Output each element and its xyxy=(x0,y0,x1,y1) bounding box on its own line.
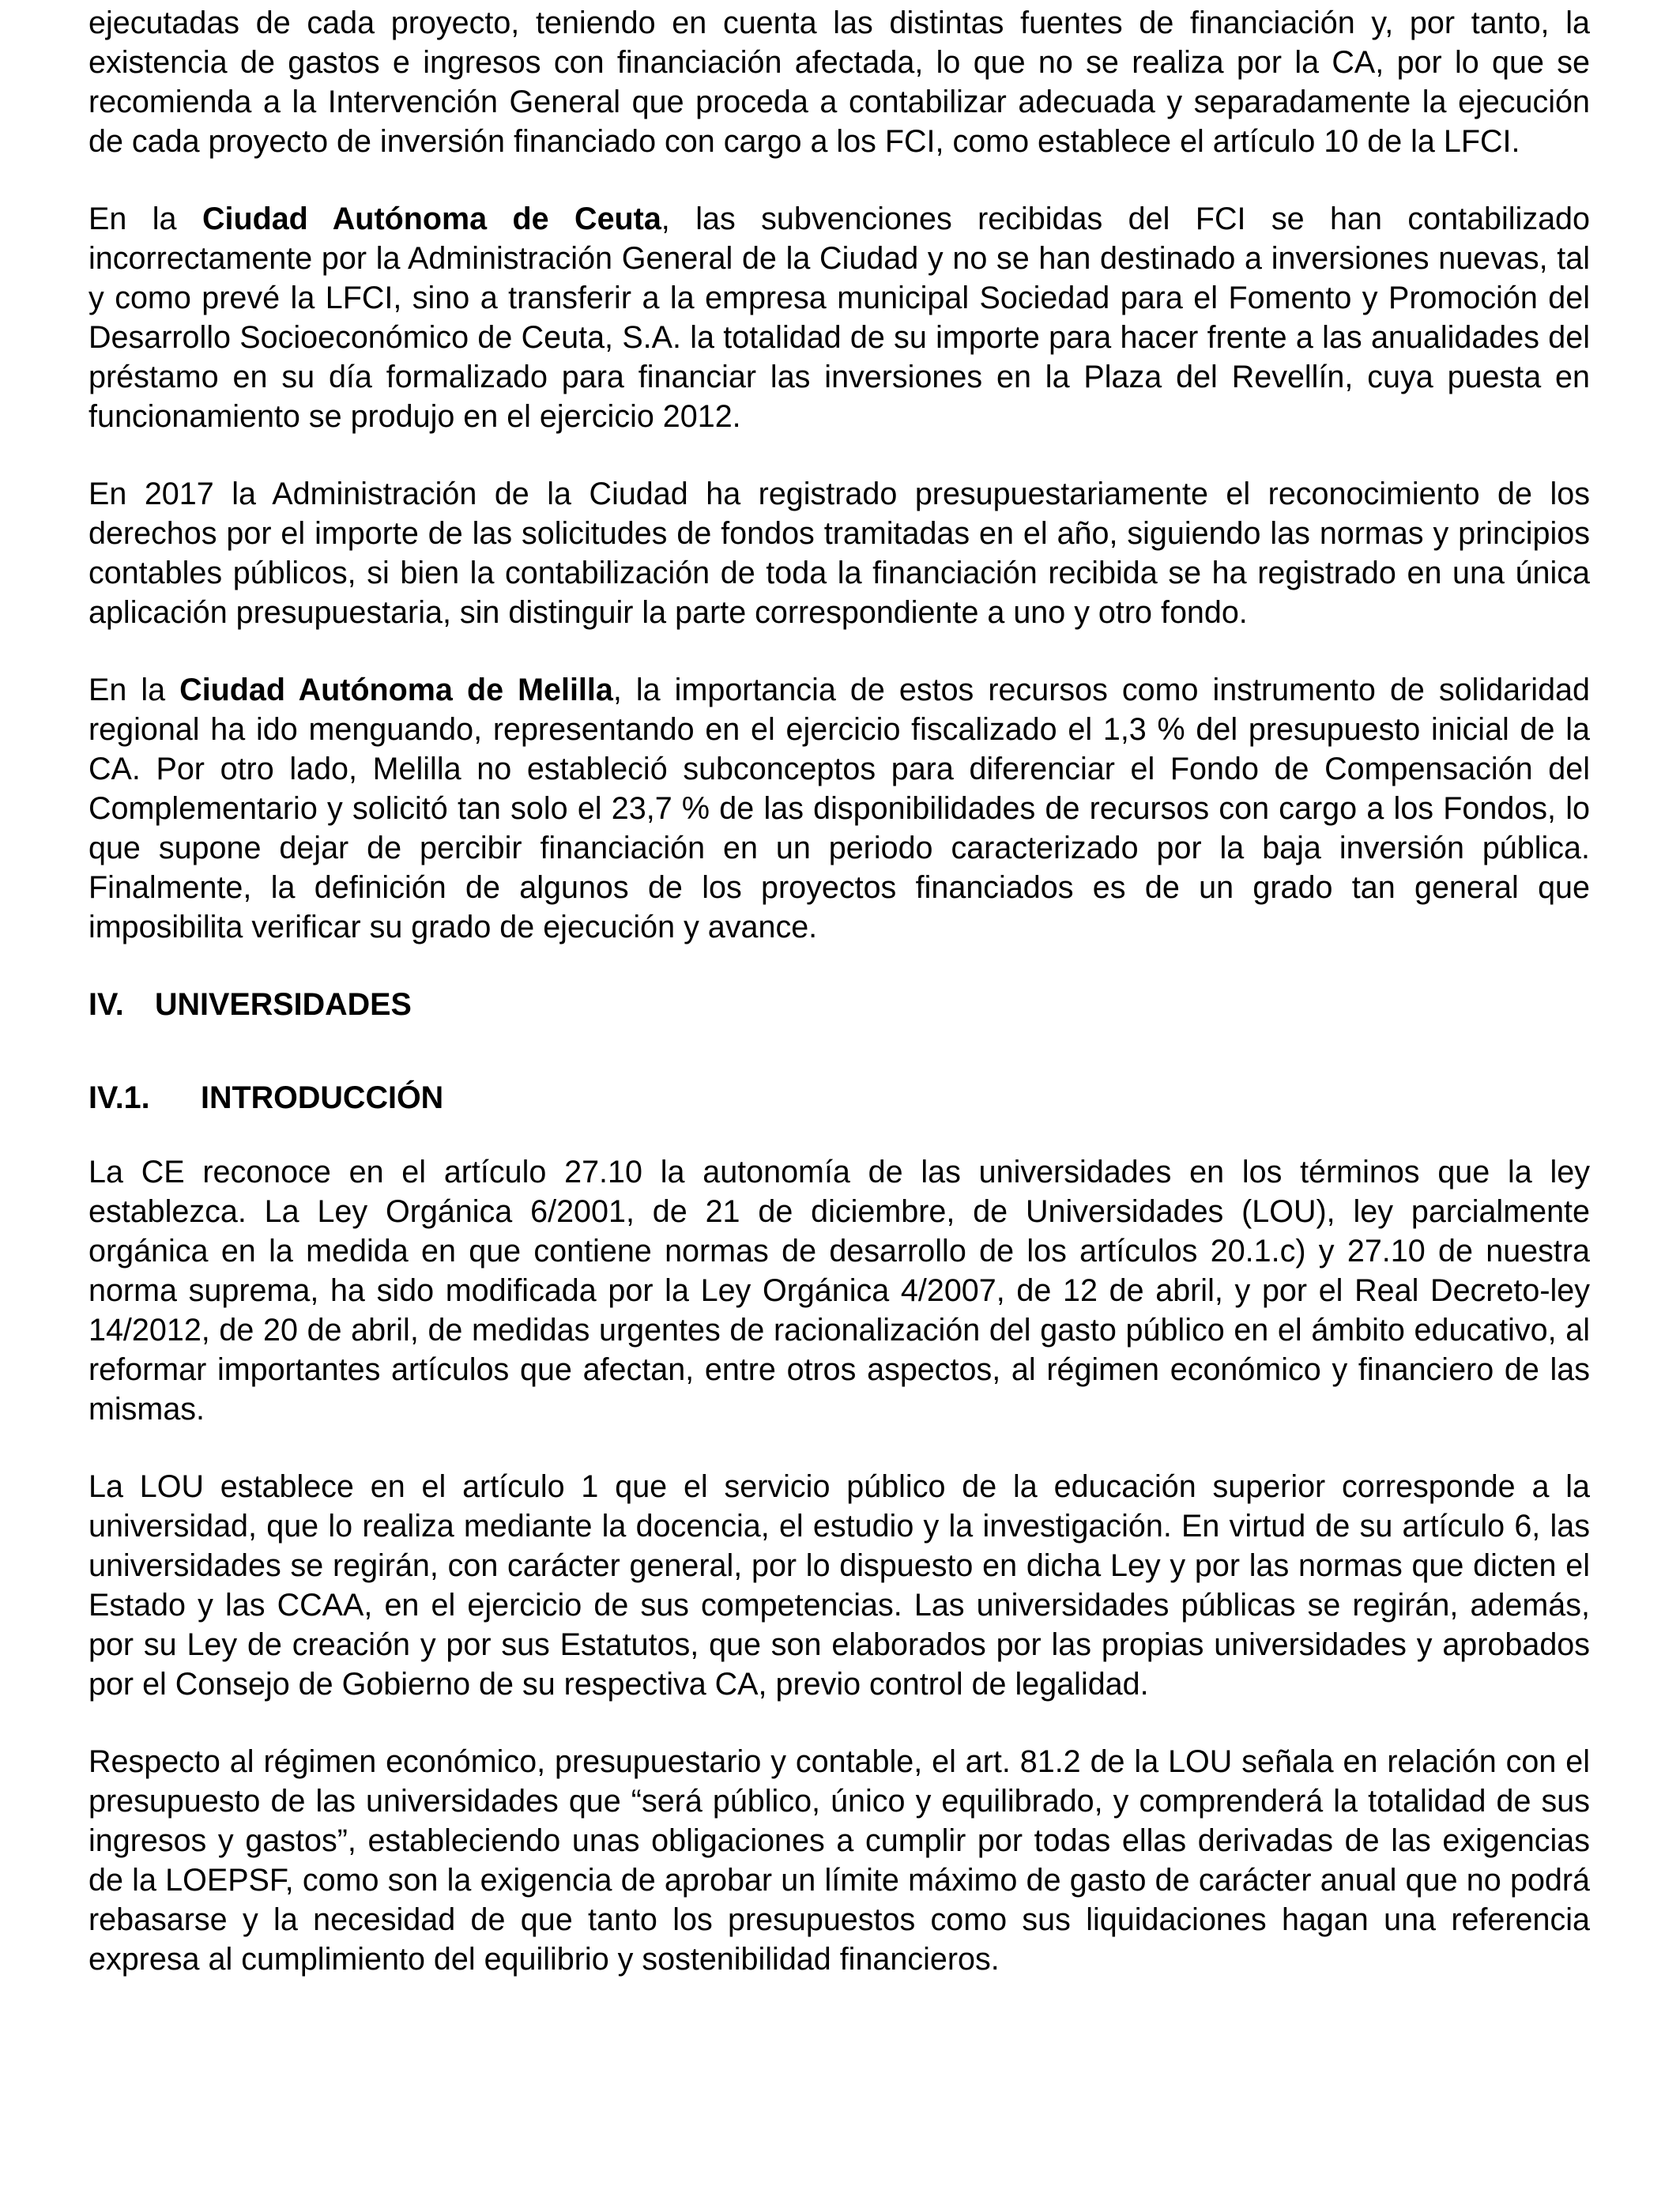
paragraph-ce-autonomia xyxy=(89,1152,1590,1429)
subsection-number: IV.1. xyxy=(89,1080,150,1115)
document-page xyxy=(89,3,1590,2017)
paragraph-text: , las subvenciones recibidas del FCI se han contabilizado incorrectamente por la Administración General de la Ciudad y no se han destinado a inversiones nuevas, tal y como prevé la LFCI, sino a transferir a la empresa municipal Sociedad para el Fomento y Promoción del Desarrollo Socioeconómico de Ceuta, S.A. la totalidad de su importe para hacer frente a las anualidades del préstamo en su día formalizado para financiar las inversiones en la Plaza del Revellín, cuya puesta en funcionamiento se produjo en el ejercicio 2012. xyxy=(89,202,1590,434)
paragraph-melilla xyxy=(89,670,1590,947)
paragraph-text: Respecto al régimen económico, presupuestario y contable, el art. 81.2 de la LOU señala en relación con el presupuesto de las universidades que “será público, único y equilibrado, y comprenderá la totalidad de sus ingresos y gastos”, estableciendo unas obligaciones a cumplir por todas ellas derivadas de las exigencias de la LOEPSF, como son la exigencia de aprobar un límite máximo de gasto de carácter anual que no podrá rebasarse y la necesidad de que tanto los presupuestos como sus liquidaciones hagan una referencia expresa al cumplimiento del equilibrio y sostenibilidad financieros. xyxy=(89,1744,1590,1977)
bold-term-ceuta: Ciudad Autónoma de Ceuta xyxy=(202,202,661,236)
paragraph-text: , la importancia de estos recursos como instrumento de solidaridad regional ha ido menguando, representando en el ejercicio fiscalizado el 1,3 % del presupuesto inicial de la CA. Por otro lado, Melilla no estableció subconceptos para diferenciar el Fondo de Compensación del Complementario y solicitó tan solo el 23,7 % de las disponibilidades de recursos con cargo a los Fondos, lo que supone dejar de percibir financiación en un periodo caracterizado por la baja inversión pública. Finalmente, la definición de algunos de los proyectos financiados es de un grado tan general que imposibilita verificar su grado de ejecución y avance. xyxy=(89,673,1590,944)
bold-term-melilla: Ciudad Autónoma de Melilla xyxy=(179,673,613,707)
section-number: IV. xyxy=(89,987,124,1022)
paragraph-text: En 2017 la Administración de la Ciudad ha registrado presupuestariamente el reconocimiento de los derechos por el importe de las solicitudes de fondos tramitadas en el año, siguiendo las normas y principios contables públicos, si bien la contabilización de toda la financiación recibida se ha registrado en una única aplicación presupuestaria, sin distinguir la parte correspondiente a uno y otro fondo. xyxy=(89,477,1590,630)
paragraph-text: En la xyxy=(89,673,180,707)
section-title: UNIVERSIDADES xyxy=(155,987,412,1022)
paragraph-text: La LOU establece en el artículo 1 que el servicio público de la educación superior corresponde a la universidad, que lo realiza mediante la docencia, el estudio y la investigación. En virtud de su artículo 6, las universidades se regirán, con carácter general, por lo dispuesto en dicha Ley y por las normas que dicten el Estado y las CCAA, en el ejercicio de sus competencias. Las universidades públicas se regirán, además, por su Ley de creación y por sus Estatutos, que son elaborados por las propias universidades y aprobados por el Consejo de Gobierno de su respectiva CA, previo control de legalidad. xyxy=(89,1469,1590,1702)
paragraph-fci-ejecucion xyxy=(89,3,1590,161)
paragraph-lou-servicio xyxy=(89,1467,1590,1704)
paragraph-text: La CE reconoce en el artículo 27.10 la autonomía de las universidades en los términos que la ley establezca. La Ley Orgánica 6/2001, de 21 de diciembre, de Universidades (LOU), ley parcialmente orgánica en la medida en que contiene normas de desarrollo de los artículos 20.1.c) y 27.10 de nuestra norma suprema, ha sido modificada por la Ley Orgánica 4/2007, de 12 de abril, y por el Real Decreto-ley 14/2012, de 20 de abril, de medidas urgentes de racionalización del gasto público en el ámbito educativo, al reformar importantes artículos que afectan, entre otros aspectos, al régimen económico y financiero de las mismas. xyxy=(89,1155,1590,1427)
paragraph-ceuta xyxy=(89,199,1590,436)
paragraph-ceuta-2017 xyxy=(89,474,1590,632)
section-heading xyxy=(89,985,1590,1024)
paragraph-text: ejecutadas de cada proyecto, teniendo en cuenta las distintas fuentes de financiación y, por tanto, la existencia de gastos e ingresos con financiación afectada, lo que no se realiza por la CA, por lo que se recomienda a la Intervención General que proceda a contabilizar adecuada y separadamente la ejecución de cada proyecto de inversión financiado con cargo a los FCI, como establece el artículo 10 de la LFCI. xyxy=(89,6,1590,159)
paragraph-text: En la xyxy=(89,202,202,236)
subsection-title: INTRODUCCIÓN xyxy=(201,1080,444,1115)
paragraph-regimen-economico xyxy=(89,1742,1590,1979)
subsection-heading xyxy=(89,1078,1590,1118)
